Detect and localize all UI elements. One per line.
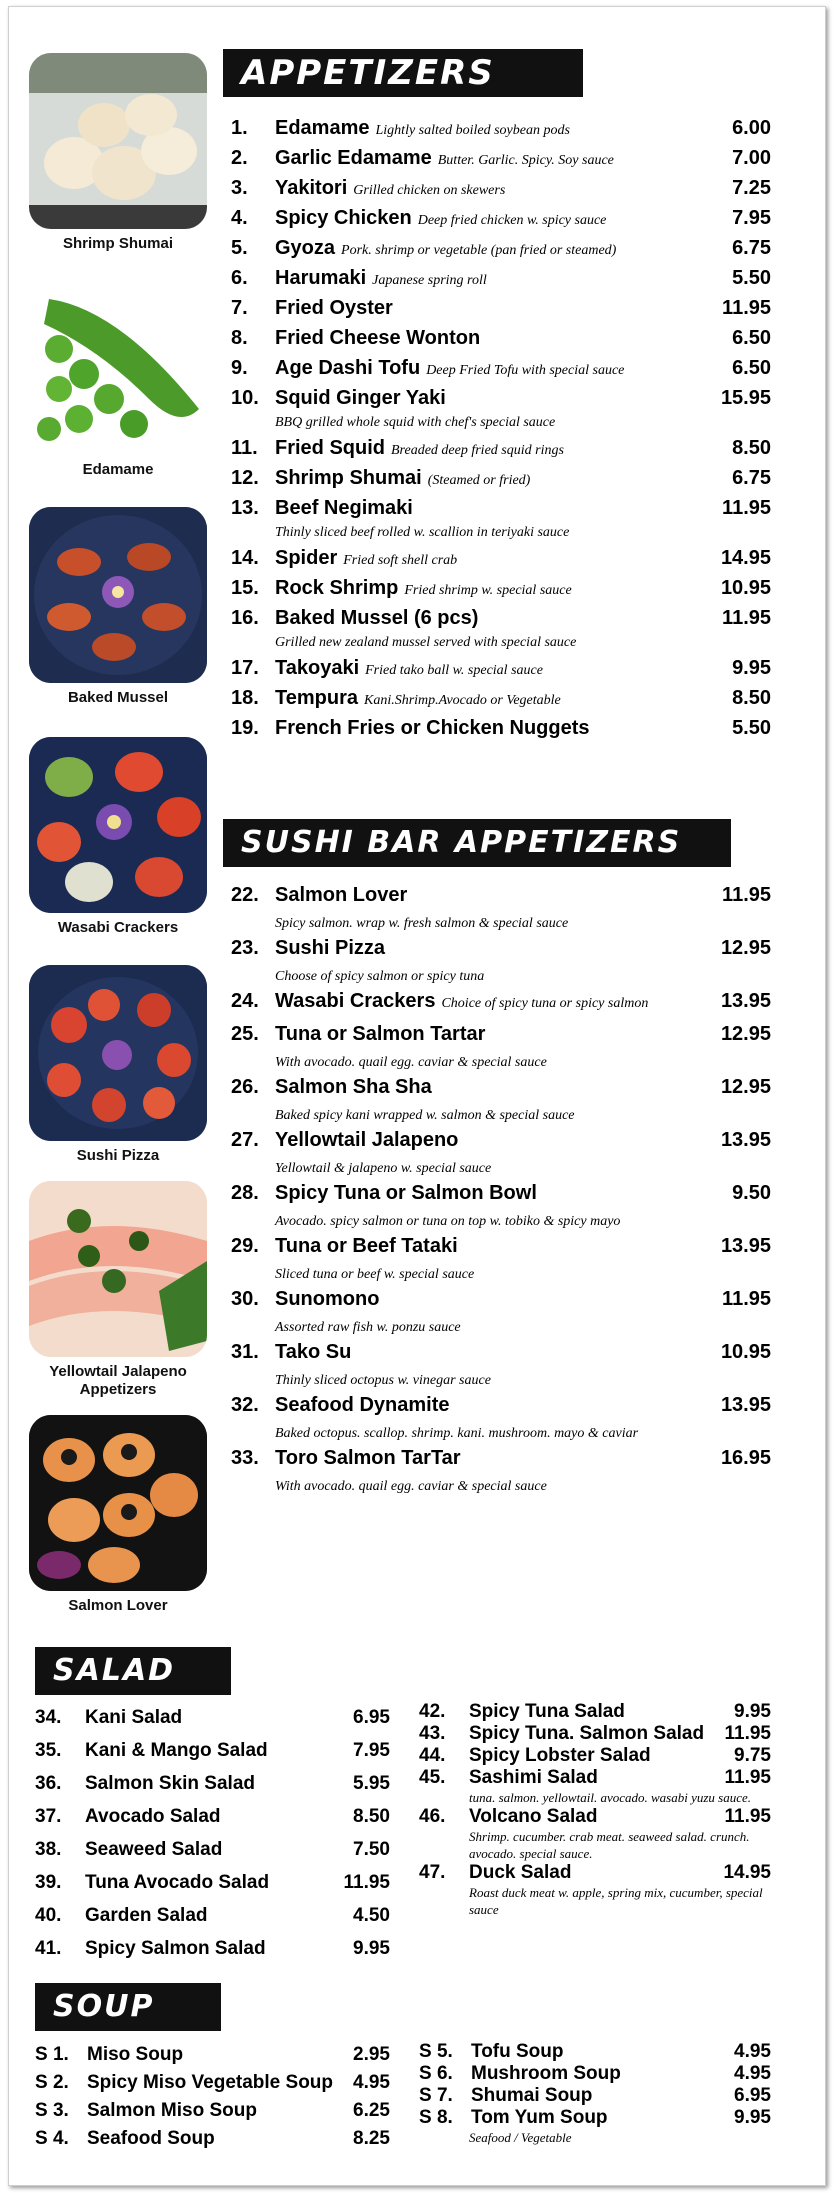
item-name: Tuna or Beef Tataki: [275, 1235, 458, 1257]
item-price: 8.25: [353, 2128, 390, 2149]
item-name: Spicy Chicken: [275, 207, 412, 229]
item-price: 12.95: [720, 937, 771, 959]
item-description: Deep Fried Tofu with special sauce: [426, 363, 625, 378]
item-name: Wasabi Crackers: [275, 990, 436, 1012]
item-description: Fried shrimp w. special sauce: [404, 583, 572, 598]
item-name: Edamame: [275, 117, 370, 139]
menu-item: [231, 383, 771, 413]
item-name: Rock Shrimp: [275, 577, 399, 599]
item-description: Choice of spicy tuna or spicy salmon: [441, 996, 649, 1011]
item-price: 5.50: [732, 267, 771, 289]
item-number: S 1.: [35, 2044, 69, 2065]
sushi-bar-list: [231, 879, 771, 1495]
soup-right-list: [419, 2041, 771, 2146]
item-description: Japanese spring roll: [372, 273, 487, 288]
item-name: French Fries or Chicken Nuggets: [275, 717, 590, 739]
item-price: 6.00: [732, 117, 771, 139]
item-subdescription: With avocado. quail egg. caviar & special sauce: [275, 1055, 547, 1070]
item-price: 9.95: [734, 2107, 771, 2128]
item-name: Sashimi Salad: [469, 1767, 598, 1788]
menu-item: [419, 2107, 771, 2129]
item-price: 9.95: [734, 1701, 771, 1722]
edamame-image: [29, 279, 207, 455]
item-price: 7.00: [732, 147, 771, 169]
item-name: Beef Negimaki: [275, 497, 413, 519]
menu-item: [231, 985, 771, 1018]
item-description: Grilled chicken on skewers: [353, 183, 506, 198]
item-number: 14.: [231, 547, 259, 569]
item-description: Breaded deep fried squid rings: [391, 443, 564, 458]
menu-item: [231, 603, 771, 633]
item-name: Garden Salad: [85, 1905, 208, 1926]
item-number: 2.: [231, 147, 248, 169]
item-number: 30.: [231, 1288, 259, 1310]
menu-item: [231, 323, 771, 353]
item-price: 11.95: [724, 1806, 771, 1827]
item-name: Salmon Lover: [275, 884, 408, 906]
item-price: 9.95: [732, 657, 771, 679]
item-price: 6.95: [353, 1707, 390, 1728]
menu-item: [231, 879, 771, 912]
item-name: Harumaki: [275, 267, 367, 289]
item-price: 16.95: [720, 1447, 771, 1469]
item-number: S 2.: [35, 2072, 69, 2093]
appetizers-list: [231, 113, 771, 743]
item-number: 45.: [419, 1767, 446, 1788]
item-name: Kani Salad: [85, 1707, 183, 1728]
item-subdescription: Sliced tuna or beef w. special sauce: [275, 1267, 475, 1282]
photo-caption: Salmon Lover: [68, 1597, 168, 1614]
baked-mussel-image: [29, 507, 207, 683]
menu-item: [231, 683, 771, 713]
menu-item: [231, 113, 771, 143]
item-number: 28.: [231, 1182, 259, 1204]
item-subdescription: Grilled new zealand mussel served with special sauce: [275, 635, 577, 650]
item-number: 15.: [231, 577, 259, 599]
menu-item: [35, 1866, 390, 1899]
item-subdescription: Thinly sliced octopus w. vinegar sauce: [275, 1373, 491, 1388]
item-number: 32.: [231, 1394, 259, 1416]
item-price: 11.95: [722, 297, 771, 319]
item-number: 43.: [419, 1723, 446, 1744]
item-price: 10.95: [720, 577, 771, 599]
photo-caption: Edamame: [82, 461, 154, 478]
item-price: 10.95: [720, 1341, 771, 1363]
item-price: 14.95: [720, 547, 771, 569]
item-name: Takoyaki: [275, 657, 360, 679]
item-description: Fried soft shell crab: [343, 553, 458, 568]
item-price: 6.75: [732, 467, 771, 489]
menu-item: [419, 2041, 771, 2063]
item-number: 46.: [419, 1806, 446, 1827]
item-name: Fried Squid: [275, 437, 385, 459]
item-number: 22.: [231, 884, 259, 906]
menu-item: [231, 1230, 771, 1263]
item-number: 18.: [231, 687, 259, 709]
item-name: Garlic Edamame: [275, 147, 432, 169]
item-number: 12.: [231, 467, 259, 489]
item-name: Spicy Miso Vegetable Soup: [87, 2072, 334, 2093]
menu-item: [231, 1283, 771, 1316]
menu-item: [419, 1745, 771, 1767]
item-number: 8.: [231, 327, 248, 349]
item-price: 15.95: [720, 387, 771, 409]
item-price: 6.50: [732, 327, 771, 349]
soup-banner: SOUP: [35, 1983, 221, 2031]
menu-item: [35, 2041, 390, 2069]
item-price: 11.95: [722, 497, 771, 519]
menu-item: [35, 1932, 390, 1965]
item-subdescription: Seafood / Vegetable: [469, 2130, 572, 2145]
item-name: Salmon Miso Soup: [87, 2100, 257, 2121]
menu-item: [419, 2063, 771, 2085]
item-subdescription: Thinly sliced beef rolled w. scallion in teriyaki sauce: [275, 525, 570, 540]
photo-edamame: [29, 279, 207, 479]
item-number: 6.: [231, 267, 248, 289]
item-description: Kani.Shrimp.Avocado or Vegetable: [363, 693, 561, 708]
menu-item: [231, 1336, 771, 1369]
photo-salmon-lover: [29, 1415, 207, 1615]
item-number: S 5.: [419, 2041, 453, 2062]
item-price: 13.95: [720, 1235, 771, 1257]
menu-item: [419, 1767, 771, 1789]
item-name: Squid Ginger Yaki: [275, 387, 446, 409]
item-name: Sunomono: [275, 1288, 380, 1310]
item-name: Fried Cheese Wonton: [275, 327, 481, 349]
menu-item: [231, 1018, 771, 1051]
menu-item: [231, 233, 771, 263]
item-price: 9.95: [353, 1938, 390, 1959]
item-number: 38.: [35, 1839, 62, 1860]
item-name: Tuna Avocado Salad: [85, 1872, 270, 1893]
menu-item: [231, 173, 771, 203]
item-number: 39.: [35, 1872, 62, 1893]
item-subdescription: Choose of spicy salmon or spicy tuna: [275, 969, 485, 984]
menu-page: [8, 6, 826, 2186]
item-name: Seafood Soup: [87, 2128, 215, 2149]
photo-caption: Baked Mussel: [67, 689, 169, 706]
item-name: Shrimp Shumai: [275, 467, 422, 489]
menu-item: [231, 143, 771, 173]
item-number: 24.: [231, 990, 259, 1012]
item-name: Yakitori: [275, 177, 348, 199]
item-number: 25.: [231, 1023, 259, 1045]
item-subdescription: Yellowtail & jalapeno w. special sauce: [275, 1161, 492, 1176]
item-price: 5.95: [353, 1773, 390, 1794]
item-number: S 4.: [35, 2128, 69, 2149]
item-price: 8.50: [732, 437, 771, 459]
item-price: 11.95: [343, 1872, 390, 1893]
item-description: Butter. Garlic. Spicy. Soy sauce: [437, 153, 614, 168]
item-price: 4.95: [734, 2063, 771, 2084]
item-name: Tom Yum Soup: [471, 2107, 608, 2128]
item-name: Mushroom Soup: [471, 2063, 621, 2084]
item-number: 5.: [231, 237, 248, 259]
photo-caption: Yellowtail Jalapeno Appetizers: [49, 1363, 187, 1398]
item-number: 44.: [419, 1745, 446, 1766]
item-name: Spicy Tuna. Salmon Salad: [469, 1723, 705, 1744]
item-name: Spicy Salmon Salad: [85, 1938, 266, 1959]
item-name: Spider: [275, 547, 338, 569]
menu-item: [231, 293, 771, 323]
salad-right-list: [419, 1701, 771, 1918]
item-name: Spicy Lobster Salad: [469, 1745, 651, 1766]
photo-caption: Sushi Pizza: [76, 1147, 160, 1164]
item-number: 26.: [231, 1076, 259, 1098]
item-name: Spicy Tuna or Salmon Bowl: [275, 1182, 537, 1204]
menu-item: [35, 1701, 390, 1734]
menu-item: [35, 2097, 390, 2125]
item-price: 8.50: [732, 687, 771, 709]
item-price: 13.95: [720, 1129, 771, 1151]
item-number: 17.: [231, 657, 259, 679]
menu-item: [231, 353, 771, 383]
appetizers-banner: APPETIZERS: [223, 49, 583, 97]
item-price: 8.50: [353, 1806, 390, 1827]
item-number: 11.: [231, 437, 258, 459]
shrimp-shumai-image: [29, 53, 207, 229]
item-number: S 8.: [419, 2107, 453, 2128]
item-name: Shumai Soup: [471, 2085, 593, 2106]
item-name: Avocado Salad: [85, 1806, 221, 1827]
item-number: 19.: [231, 717, 259, 739]
item-subdescription: Baked spicy kani wrapped w. salmon & special sauce: [275, 1108, 575, 1123]
item-name: Salmon Skin Salad: [85, 1773, 255, 1794]
item-price: 4.95: [353, 2072, 390, 2093]
item-subdescription: tuna. salmon. yellowtail. avocado. wasabi yuzu sauce.: [469, 1790, 752, 1805]
item-price: 6.95: [734, 2085, 771, 2106]
item-price: 11.95: [722, 607, 771, 629]
menu-item: [231, 203, 771, 233]
item-subdescription: BBQ grilled whole squid with chef's special sauce: [275, 415, 556, 430]
item-number: 1.: [231, 117, 248, 139]
item-name: Tuna or Salmon Tartar: [275, 1023, 486, 1045]
menu-item: [35, 1734, 390, 1767]
item-price: 4.95: [734, 2041, 771, 2062]
item-number: 41.: [35, 1938, 62, 1959]
item-number: 3.: [231, 177, 248, 199]
item-subdescription: Avocado. spicy salmon or tuna on top w. tobiko & spicy mayo: [275, 1214, 621, 1229]
photo-shrimp-shumai: [29, 53, 207, 253]
menu-item: [231, 1124, 771, 1157]
menu-item: [419, 1806, 771, 1828]
menu-item: [35, 2125, 390, 2153]
menu-item: [231, 1071, 771, 1104]
menu-item: [231, 1389, 771, 1422]
item-price: 6.75: [732, 237, 771, 259]
salad-banner: SALAD: [35, 1647, 231, 1695]
item-number: 27.: [231, 1129, 259, 1151]
menu-item: [231, 713, 771, 743]
item-name: Tempura: [275, 687, 358, 709]
sushi-bar-banner: SUSHI BAR APPETIZERS: [223, 819, 731, 867]
item-number: S 7.: [419, 2085, 453, 2106]
photo-sushi-pizza: [29, 965, 207, 1165]
menu-item: [231, 653, 771, 683]
item-name: Tako Su: [275, 1341, 352, 1363]
item-price: 6.50: [732, 357, 771, 379]
menu-item: [35, 1800, 390, 1833]
photo-wasabi-crackers: [29, 737, 207, 937]
item-subdescription: Spicy salmon. wrap w. fresh salmon & special sauce: [275, 916, 569, 931]
item-subdescription: With avocado. quail egg. caviar & special sauce: [275, 1479, 547, 1494]
item-price: 13.95: [720, 990, 771, 1012]
salmon-lover-image: [29, 1415, 207, 1591]
item-price: 11.95: [724, 1767, 771, 1788]
item-number: 7.: [231, 297, 248, 319]
menu-item: [419, 1723, 771, 1745]
item-name: Seafood Dynamite: [275, 1394, 450, 1416]
item-description: Lightly salted boiled soybean pods: [375, 123, 570, 138]
item-subdescription: Assorted raw fish w. ponzu sauce: [275, 1320, 461, 1335]
item-number: 34.: [35, 1707, 62, 1728]
item-name: Salmon Sha Sha: [275, 1076, 432, 1098]
menu-item: [419, 1862, 771, 1884]
menu-item: [419, 2085, 771, 2107]
item-name: Duck Salad: [469, 1862, 572, 1883]
item-name: Volcano Salad: [469, 1806, 598, 1827]
item-name: Baked Mussel (6 pcs): [275, 607, 479, 629]
item-description: Deep fried chicken w. spicy sauce: [417, 213, 607, 228]
item-number: 47.: [419, 1862, 446, 1883]
menu-item: [231, 1177, 771, 1210]
item-price: 7.50: [353, 1839, 390, 1860]
item-price: 7.95: [732, 207, 771, 229]
menu-item: [231, 573, 771, 603]
menu-item: [231, 932, 771, 965]
photo-caption: Shrimp Shumai: [62, 235, 174, 252]
item-name: Tofu Soup: [471, 2041, 564, 2062]
item-description: Pork. shrimp or vegetable (pan fried or steamed): [341, 243, 617, 258]
wasabi-crackers-image: [29, 737, 207, 913]
item-subdescription: Baked octopus. scallop. shrimp. kani. mushroom. mayo & caviar: [275, 1426, 639, 1441]
item-number: 23.: [231, 937, 259, 959]
item-subdescription: Roast duck meat w. apple, spring mix, cucumber, special sauce: [469, 1885, 763, 1917]
item-number: 36.: [35, 1773, 62, 1794]
photo-yellowtail-jalapeno: [29, 1181, 207, 1399]
item-number: 42.: [419, 1701, 446, 1722]
item-price: 5.50: [732, 717, 771, 739]
item-name: Fried Oyster: [275, 297, 393, 319]
menu-item: [231, 263, 771, 293]
menu-item: [35, 2069, 390, 2097]
item-name: Sushi Pizza: [275, 937, 386, 959]
item-price: 12.95: [720, 1076, 771, 1098]
salad-left-list: [35, 1701, 390, 1965]
item-name: Age Dashi Tofu: [275, 357, 421, 379]
item-price: 7.95: [353, 1740, 390, 1761]
item-price: 11.95: [724, 1723, 771, 1744]
item-name: Gyoza: [275, 237, 336, 259]
menu-item: [231, 463, 771, 493]
item-price: 6.25: [353, 2100, 390, 2121]
sushi-pizza-image: [29, 965, 207, 1141]
item-number: 31.: [231, 1341, 259, 1363]
item-price: 7.25: [732, 177, 771, 199]
item-number: 37.: [35, 1806, 62, 1827]
item-description: (Steamed or fried): [427, 473, 531, 488]
item-price: 9.50: [732, 1182, 771, 1204]
item-price: 11.95: [722, 884, 771, 906]
menu-item: [231, 433, 771, 463]
menu-item: [231, 543, 771, 573]
item-number: 10.: [231, 387, 259, 409]
item-price: 12.95: [720, 1023, 771, 1045]
menu-item: [35, 1767, 390, 1800]
item-number: S 6.: [419, 2063, 453, 2084]
item-number: 4.: [231, 207, 248, 229]
item-name: Spicy Tuna Salad: [469, 1701, 625, 1722]
menu-item: [231, 1442, 771, 1475]
menu-item: [35, 1899, 390, 1932]
menu-item: [419, 1701, 771, 1723]
item-price: 4.50: [353, 1905, 390, 1926]
soup-left-list: [35, 2041, 390, 2153]
yellowtail-jalapeno-image: [29, 1181, 207, 1357]
item-subdescription: Shrimp. cucumber. crab meat. seaweed salad. crunch. avocado. special sauce.: [469, 1829, 750, 1861]
item-number: 16.: [231, 607, 259, 629]
item-number: 35.: [35, 1740, 62, 1761]
item-number: S 3.: [35, 2100, 69, 2121]
photo-caption: Wasabi Crackers: [57, 919, 179, 936]
menu-item: [231, 493, 771, 523]
item-number: 9.: [231, 357, 248, 379]
item-price: 9.75: [734, 1745, 771, 1766]
item-number: 33.: [231, 1447, 259, 1469]
item-price: 14.95: [723, 1862, 771, 1883]
item-name: Miso Soup: [87, 2044, 184, 2065]
item-number: 13.: [231, 497, 259, 519]
item-price: 2.95: [353, 2044, 390, 2065]
menu-item: [35, 1833, 390, 1866]
item-description: Fried tako ball w. special sauce: [365, 663, 543, 678]
item-price: 11.95: [722, 1288, 771, 1310]
item-number: 40.: [35, 1905, 62, 1926]
item-name: Seaweed Salad: [85, 1839, 223, 1860]
item-name: Toro Salmon TarTar: [275, 1447, 461, 1469]
photo-baked-mussel: [29, 507, 207, 707]
item-price: 13.95: [720, 1394, 771, 1416]
item-number: 29.: [231, 1235, 259, 1257]
item-name: Yellowtail Jalapeno: [275, 1129, 459, 1151]
item-name: Kani & Mango Salad: [85, 1740, 268, 1761]
